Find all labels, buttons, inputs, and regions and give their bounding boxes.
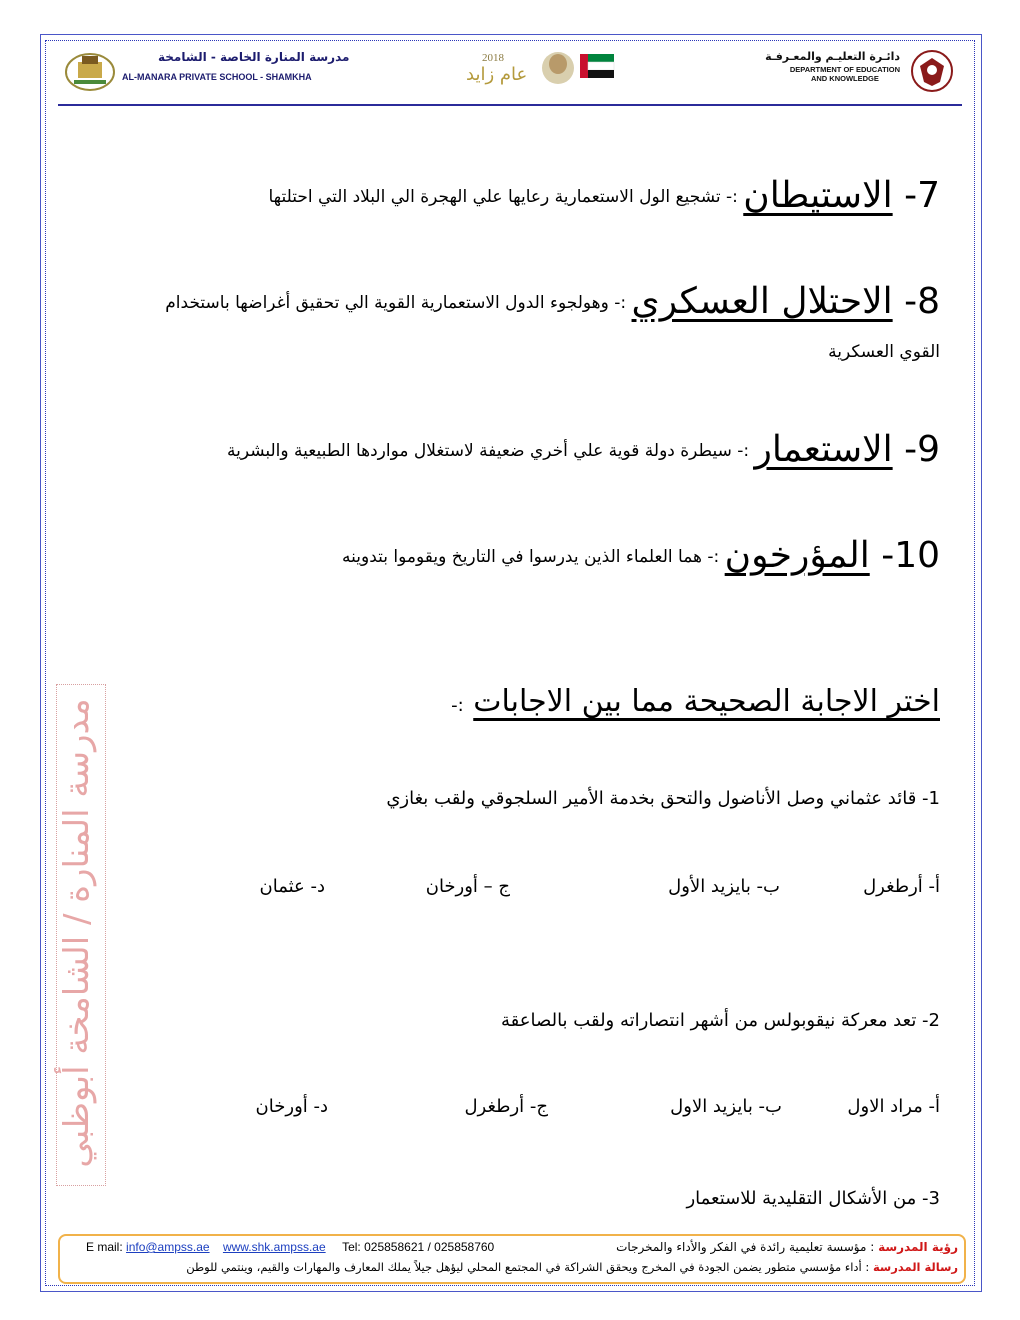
phone-numbers: Tel: 025858621 / 025858760 <box>342 1240 495 1254</box>
question-1-option-d: د- عثمان <box>259 876 325 897</box>
term-number: 8- <box>904 281 940 322</box>
question-1-option-a: أ- أرطغرل <box>863 876 940 897</box>
falcon-emblem-icon <box>910 48 954 94</box>
vision-text: : مؤسسة تعليمية رائدة في الفكر والأداء والمخرجات <box>616 1240 875 1254</box>
term-definition: تشجيع الول الاستعمارية رعايها علي الهجرة الي البلاد التي احتلتها <box>268 187 721 207</box>
mission-text: : أداء مؤسسي متطور يضمن الجودة في المخرج ويحقق الشراكة في المجتمع المحلي ليؤهل جيلاً يملك المعارف والمهارات والقيم، وينتمي للوطن <box>186 1260 870 1274</box>
term-separator: :- <box>731 441 755 461</box>
year-text: 2018 <box>482 52 504 64</box>
footer-box <box>58 1234 966 1284</box>
term-heading: المؤرخون <box>724 535 870 576</box>
term-number: 10- <box>881 535 940 576</box>
term-heading: الاحتلال العسكري <box>631 281 893 322</box>
term-number: 9- <box>904 429 940 470</box>
section-title-suffix: :- <box>451 695 464 716</box>
term-definition: سيطرة دولة قوية علي أخري ضعيفة لاستغلال مواردها الطبيعية والبشرية <box>226 441 732 461</box>
mission-label: رسالة المدرسة <box>872 1260 958 1274</box>
term-definition: هما العلماء الذين يدرسوا في التاريخ ويقوموا بتدوينه <box>342 547 702 567</box>
question-3: 3- من الأشكال التقليدية للاستعمار <box>686 1188 940 1209</box>
dept-name-en <box>790 65 900 83</box>
section-title-text: اختر الاجابة الصحيحة مما بين الاجابات <box>473 684 940 719</box>
term-item-10 <box>342 536 940 577</box>
footer-mission <box>186 1260 958 1274</box>
question-2: 2- تعد معركة نيقوبولس من أشهر انتصاراته ولقب بالصاعقة <box>501 1010 940 1031</box>
year-of-zayed-emblem <box>458 46 618 96</box>
term-number: 7- <box>904 175 940 216</box>
footer-vision <box>616 1240 958 1254</box>
question-2-option-c: ج- أرطغرل <box>464 1096 548 1117</box>
dept-name-ar: دائـرة التعليـم والمعـرفـة <box>765 50 900 63</box>
question-2-option-b: ب- بايزيد الاول <box>670 1096 782 1117</box>
school-name-ar: مدرسة المنارة الخاصة - الشامخة <box>158 50 350 64</box>
footer-contact <box>86 1240 494 1254</box>
term-item-8 <box>165 282 940 323</box>
vision-label: رؤية المدرسة <box>878 1240 958 1254</box>
term-separator: :- <box>720 187 744 207</box>
term-item-9 <box>227 430 940 471</box>
school-name-en: AL-MANARA PRIVATE SCHOOL - SHAMKHA <box>122 72 312 82</box>
school-watermark <box>56 684 106 1186</box>
term-heading: الاستعمار <box>754 429 893 470</box>
question-2-option-d: د- أورخان <box>255 1096 328 1117</box>
school-logo-icon <box>64 48 116 92</box>
question-1: 1- قائد عثماني وصل الأناضول والتحق بخدمة الأمير السلجوقي ولقب بغازي <box>386 788 940 809</box>
question-1-option-c: ج – أورخان <box>425 876 510 897</box>
dept-name-en-line1: DEPARTMENT OF EDUCATION <box>789 65 900 74</box>
email-label: E mail: <box>86 1240 123 1254</box>
term-heading: الاستيطان <box>743 175 893 216</box>
term-separator: :- <box>608 293 632 313</box>
letterhead <box>58 44 962 106</box>
question-1-option-b: ب- بايزيد الأول <box>668 876 780 897</box>
section-title <box>451 684 940 719</box>
term-continuation: القوي العسكرية <box>828 342 940 362</box>
question-2-option-a: أ- مراد الاول <box>847 1096 940 1117</box>
term-item-7 <box>268 176 940 217</box>
term-definition: وهولجوء الدول الاستعمارية القوية الي تحقيق أغراضها باستخدام <box>165 293 609 313</box>
website-link[interactable]: www.shk.ampss.ae <box>222 1240 326 1254</box>
email-link[interactable]: info@ampss.ae <box>126 1240 210 1254</box>
dept-name-en-line2: AND KNOWLEDGE <box>810 74 879 83</box>
term-separator: :- <box>702 547 725 567</box>
watermark-text: مدرسة المنارة / الشامخة أبوظبي <box>57 698 97 1168</box>
year-word: عام زايد <box>466 64 528 85</box>
